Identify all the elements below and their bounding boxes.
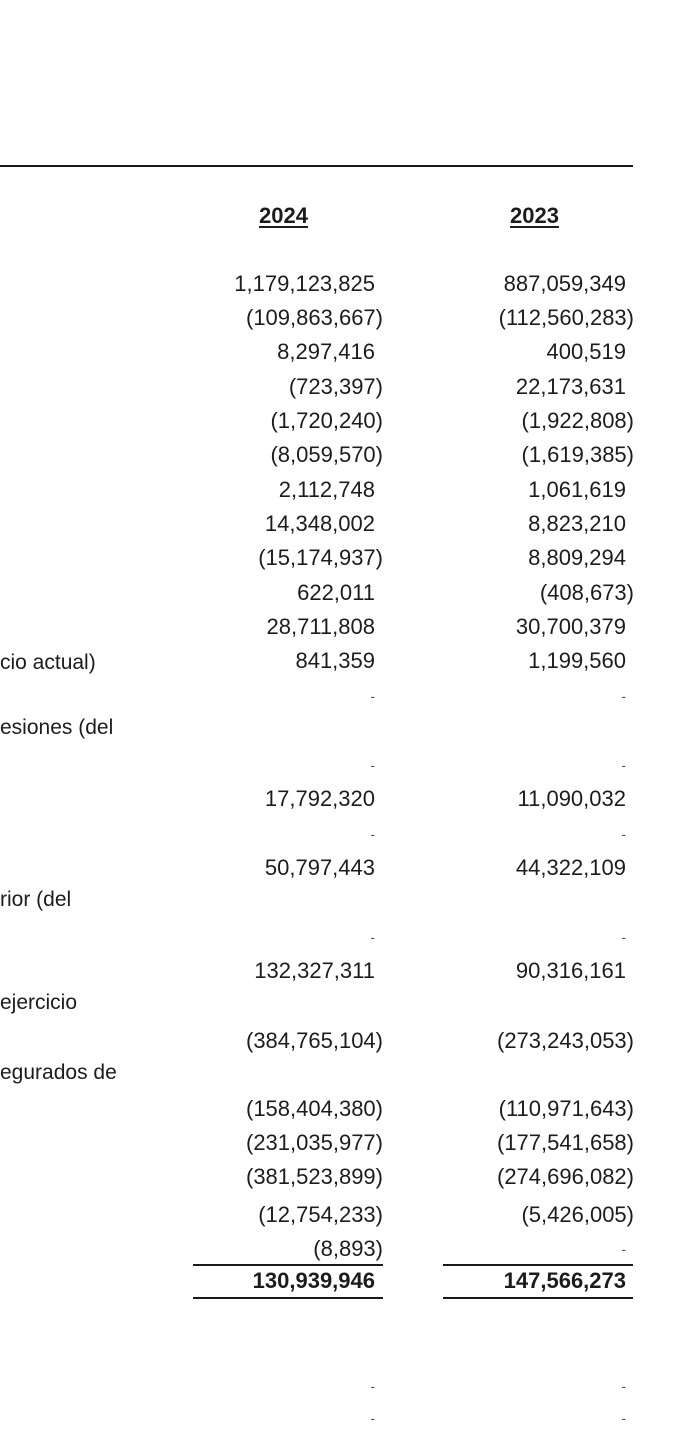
value-2024: - <box>370 1378 375 1394</box>
value-2024: (15,174,937) <box>258 545 383 570</box>
value-2023: - <box>621 826 626 842</box>
value-2023: 400,519 <box>546 339 626 364</box>
value-2023: 887,059,349 <box>503 271 626 296</box>
top-rule <box>0 165 633 167</box>
value-2023: - <box>621 1241 626 1257</box>
value-2023: (274,696,082) <box>497 1164 634 1189</box>
value-2024: 28,711,808 <box>266 614 375 639</box>
value-2024: (8,893) <box>313 1236 383 1261</box>
value-2023: (408,673) <box>539 580 634 605</box>
value-2023: - <box>621 929 626 945</box>
value-2024: - <box>370 757 375 773</box>
value-2024: (158,404,380) <box>246 1096 383 1121</box>
value-2024: 8,297,416 <box>277 339 375 364</box>
value-2024: (12,754,233) <box>258 1202 383 1227</box>
value-2024: - <box>370 688 375 704</box>
value-2024: 17,792,320 <box>264 786 375 811</box>
column-header-2023: 2023 <box>510 203 559 228</box>
value-2024: (381,523,899) <box>246 1164 383 1189</box>
total-bottom-rule <box>443 1297 633 1299</box>
value-2023: 1,061,619 <box>528 477 626 502</box>
value-2023: (177,541,658) <box>497 1130 634 1155</box>
value-2024: (8,059,570) <box>270 442 383 467</box>
value-2023: 8,823,210 <box>528 511 626 536</box>
value-2024: 50,797,443 <box>264 855 375 880</box>
value-2024: (231,035,977) <box>246 1130 383 1155</box>
value-2023: (1,922,808) <box>521 408 634 433</box>
row-label: cio actual) <box>0 651 96 674</box>
value-2023: 90,316,161 <box>515 958 626 983</box>
value-2023: - <box>621 757 626 773</box>
value-2023: (112,560,283) <box>498 305 634 330</box>
value-2024: - <box>370 826 375 842</box>
value-2023: - <box>621 688 626 704</box>
value-2023: - <box>621 1410 626 1426</box>
value-2023: 8,809,294 <box>528 545 626 570</box>
value-2023: 11,090,032 <box>517 786 626 811</box>
value-2023: (1,619,385) <box>521 442 634 467</box>
value-2023: (5,426,005) <box>521 1202 634 1227</box>
value-2024: 14,348,002 <box>264 511 375 536</box>
column-header-2024: 2024 <box>259 203 308 228</box>
value-2023: 22,173,631 <box>515 374 626 399</box>
total-2024: 130,939,946 <box>252 1268 375 1293</box>
value-2024: (723,397) <box>288 374 383 399</box>
value-2023: (110,971,643) <box>498 1096 634 1121</box>
row-label: esiones (del <box>0 716 114 739</box>
row-label: ejercicio <box>0 991 78 1014</box>
value-2024: - <box>370 929 375 945</box>
value-2024: 132,327,311 <box>254 958 375 983</box>
value-2023: - <box>621 1378 626 1394</box>
value-2024: 1,179,123,825 <box>234 271 375 296</box>
value-2024: 2,112,748 <box>278 477 375 502</box>
total-2023: 147,566,273 <box>503 1268 626 1293</box>
total-top-rule <box>193 1264 383 1266</box>
row-label: rior (del <box>0 888 72 911</box>
value-2024: 841,359 <box>295 648 375 673</box>
value-2023: (273,243,053) <box>497 1028 634 1053</box>
value-2024: - <box>370 1410 375 1426</box>
total-bottom-rule <box>193 1297 383 1299</box>
value-2024: (1,720,240) <box>270 408 383 433</box>
total-top-rule <box>443 1264 633 1266</box>
value-2023: 30,700,379 <box>515 614 626 639</box>
value-2023: 44,322,109 <box>515 855 626 880</box>
row-label: egurados de <box>0 1061 117 1084</box>
value-2023: 1,199,560 <box>528 648 626 673</box>
value-2024: (109,863,667) <box>246 305 383 330</box>
value-2024: 622,011 <box>297 580 375 605</box>
value-2024: (384,765,104) <box>246 1028 383 1053</box>
